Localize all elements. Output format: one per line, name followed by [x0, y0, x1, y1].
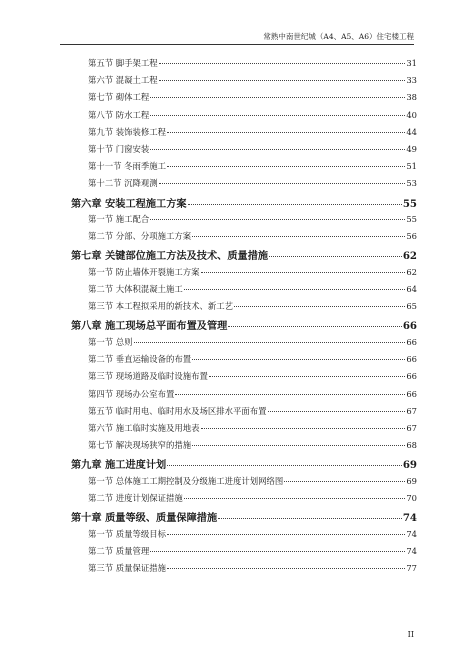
- dot-leader: [167, 132, 405, 133]
- toc-entry-title: 第四节 现场办公室布置: [88, 388, 175, 399]
- toc-entry-page: 66: [406, 354, 417, 365]
- dot-leader: [269, 256, 402, 257]
- toc-chapter-entry[interactable]: [71, 317, 417, 336]
- toc-entry-title: 第十二节 沉降观测: [88, 178, 158, 189]
- toc-section-entry[interactable]: [71, 388, 417, 405]
- dot-leader: [134, 342, 406, 343]
- dot-leader: [175, 394, 405, 395]
- toc-entry-title: 第六章 安装工程施工方案: [71, 197, 187, 210]
- dot-leader: [228, 326, 401, 327]
- toc-entry-page: 68: [406, 440, 417, 451]
- toc-entry-title: 第三节 本工程拟采用的新技术、新工艺: [88, 301, 234, 312]
- toc-entry-title: 第七章 关键部位施工方法及技术、质量措施: [71, 250, 269, 263]
- toc-section-entry[interactable]: [71, 353, 417, 370]
- toc-section-entry[interactable]: [71, 405, 417, 422]
- table-of-contents: [71, 57, 417, 579]
- toc-entry-page: 69: [402, 459, 417, 472]
- toc-section-entry[interactable]: [71, 336, 417, 353]
- toc-section-entry[interactable]: [71, 439, 417, 456]
- dot-leader: [284, 481, 405, 482]
- dot-leader: [159, 63, 406, 64]
- toc-entry-page: 66: [402, 320, 417, 333]
- toc-entry-page: 53: [406, 178, 417, 189]
- toc-entry-page: 77: [406, 563, 417, 573]
- toc-section-entry[interactable]: [71, 160, 417, 177]
- dot-leader: [184, 498, 406, 499]
- dot-leader: [188, 204, 402, 205]
- dot-leader: [167, 166, 405, 167]
- toc-entry-title: 第八章 施工现场总平面布置及管理: [71, 320, 228, 333]
- toc-section-entry[interactable]: [71, 126, 417, 143]
- toc-entry-title: 第二节 垂直运输设备的布置: [88, 354, 192, 365]
- dot-leader: [184, 289, 406, 290]
- toc-section-entry[interactable]: [71, 74, 417, 91]
- toc-entry-title: 第三节 质量保证措施: [88, 563, 167, 573]
- dot-leader: [150, 149, 405, 150]
- dot-leader: [192, 359, 405, 360]
- toc-entry-page: 65: [406, 301, 417, 312]
- toc-entry-title: 第一节 总则: [88, 336, 133, 347]
- page-number: II: [407, 630, 414, 639]
- toc-section-entry[interactable]: [71, 492, 417, 509]
- toc-section-entry[interactable]: [71, 475, 417, 492]
- dot-leader: [150, 97, 405, 98]
- toc-entry-title: 第二节 进度计划保证措施: [88, 492, 183, 503]
- toc-entry-page: 49: [406, 143, 417, 154]
- dot-leader: [201, 272, 406, 273]
- toc-entry-title: 第九章 施工进度计划: [71, 459, 167, 472]
- toc-entry-page: 66: [406, 371, 417, 382]
- toc-entry-page: 66: [406, 388, 417, 399]
- toc-entry-title: 第七节 解决现场狭窄的措施: [88, 440, 192, 451]
- dot-leader: [159, 80, 406, 81]
- toc-section-entry[interactable]: [71, 109, 417, 126]
- dot-leader: [150, 219, 405, 220]
- toc-section-entry[interactable]: [71, 91, 417, 108]
- toc-entry-title: 第二节 大体积混凝土施工: [88, 284, 183, 295]
- toc-entry-page: 67: [406, 405, 417, 416]
- toc-entry-page: 67: [406, 422, 417, 433]
- toc-entry-page: 55: [402, 197, 417, 210]
- toc-entry-page: 74: [402, 512, 417, 525]
- dot-leader: [234, 306, 405, 307]
- dot-leader: [150, 551, 405, 552]
- toc-entry-page: 69: [406, 475, 417, 486]
- dot-leader: [167, 465, 402, 466]
- toc-entry-page: 70: [406, 492, 417, 503]
- toc-section-entry[interactable]: [71, 422, 417, 439]
- header-rule: [60, 44, 414, 45]
- dot-leader: [209, 376, 405, 377]
- toc-entry-page: 62: [406, 266, 417, 277]
- toc-entry-title: 第八节 防水工程: [88, 109, 150, 120]
- toc-section-entry[interactable]: [71, 230, 417, 247]
- toc-section-entry[interactable]: [71, 177, 417, 194]
- toc-section-entry[interactable]: [71, 545, 417, 562]
- toc-section-entry[interactable]: [71, 143, 417, 160]
- toc-entry-page: 74: [406, 528, 417, 539]
- toc-entry-page: 51: [406, 161, 417, 172]
- dot-leader: [218, 518, 402, 519]
- toc-entry-title: 第二节 质量管理: [88, 545, 150, 556]
- toc-section-entry[interactable]: [71, 370, 417, 387]
- toc-entry-page: 62: [402, 250, 417, 263]
- toc-entry-page: 55: [406, 214, 417, 224]
- toc-entry-title: 第七节 砌体工程: [88, 92, 150, 103]
- dot-leader: [150, 115, 405, 116]
- toc-entry-page: 64: [406, 284, 417, 295]
- toc-section-entry[interactable]: [71, 528, 417, 545]
- dot-leader: [192, 236, 405, 237]
- toc-section-entry[interactable]: [71, 266, 417, 283]
- dot-leader: [268, 411, 406, 412]
- toc-entry-page: 44: [406, 126, 417, 137]
- toc-chapter-entry[interactable]: [71, 509, 417, 528]
- toc-entry-title: 第十章 质量等级、质量保障措施: [71, 512, 218, 525]
- toc-entry-page: 66: [406, 336, 417, 347]
- running-header: 常熟中南世纪城（A4、A5、A6）住宅楼工程: [263, 32, 414, 41]
- toc-entry-title: 第一节 防止墙体开裂施工方案: [88, 266, 200, 277]
- toc-chapter-entry[interactable]: [71, 195, 417, 214]
- toc-entry-title: 第三节 现场道路及临时设施布置: [88, 371, 208, 382]
- toc-entry-page: 38: [406, 92, 417, 103]
- toc-entry-page: 33: [406, 75, 417, 86]
- toc-entry-title: 第六节 混凝土工程: [88, 75, 158, 86]
- toc-entry-title: 第五节 脚手架工程: [88, 58, 158, 68]
- toc-chapter-entry[interactable]: [71, 247, 417, 266]
- toc-entry-page: 56: [406, 231, 417, 242]
- toc-entry-title: 第十一节 冬雨季施工: [88, 161, 167, 172]
- dot-leader: [201, 428, 406, 429]
- toc-entry-title: 第二节 分部、分项施工方案: [88, 231, 192, 242]
- toc-section-entry[interactable]: [71, 283, 417, 300]
- toc-section-entry[interactable]: [71, 300, 417, 317]
- toc-entry-title: 第十节 门窗安装: [88, 143, 150, 154]
- toc-entry-title: 第九节 装饰装修工程: [88, 126, 167, 137]
- toc-section-entry[interactable]: [71, 213, 417, 230]
- toc-chapter-entry[interactable]: [71, 456, 417, 475]
- toc-entry-title: 第六节 施工临时实施及用地表: [88, 422, 200, 433]
- toc-entry-page: 31: [406, 58, 417, 68]
- toc-section-entry[interactable]: [71, 57, 417, 74]
- dot-leader: [192, 445, 405, 446]
- toc-entry-title: 第一节 质量等级目标: [88, 528, 167, 539]
- toc-entry-title: 第一节 施工配合: [88, 214, 150, 224]
- dot-leader: [167, 568, 405, 569]
- toc-section-entry[interactable]: [71, 562, 417, 579]
- toc-entry-title: 第一节 总体施工工期控制及分级施工进度计划网络图: [88, 475, 284, 486]
- toc-entry-title: 第五节 临时用电、临时用水及场区排水平面布置: [88, 405, 267, 416]
- dot-leader: [167, 534, 405, 535]
- toc-entry-page: 40: [406, 109, 417, 120]
- toc-entry-page: 74: [406, 545, 417, 556]
- dot-leader: [159, 183, 406, 184]
